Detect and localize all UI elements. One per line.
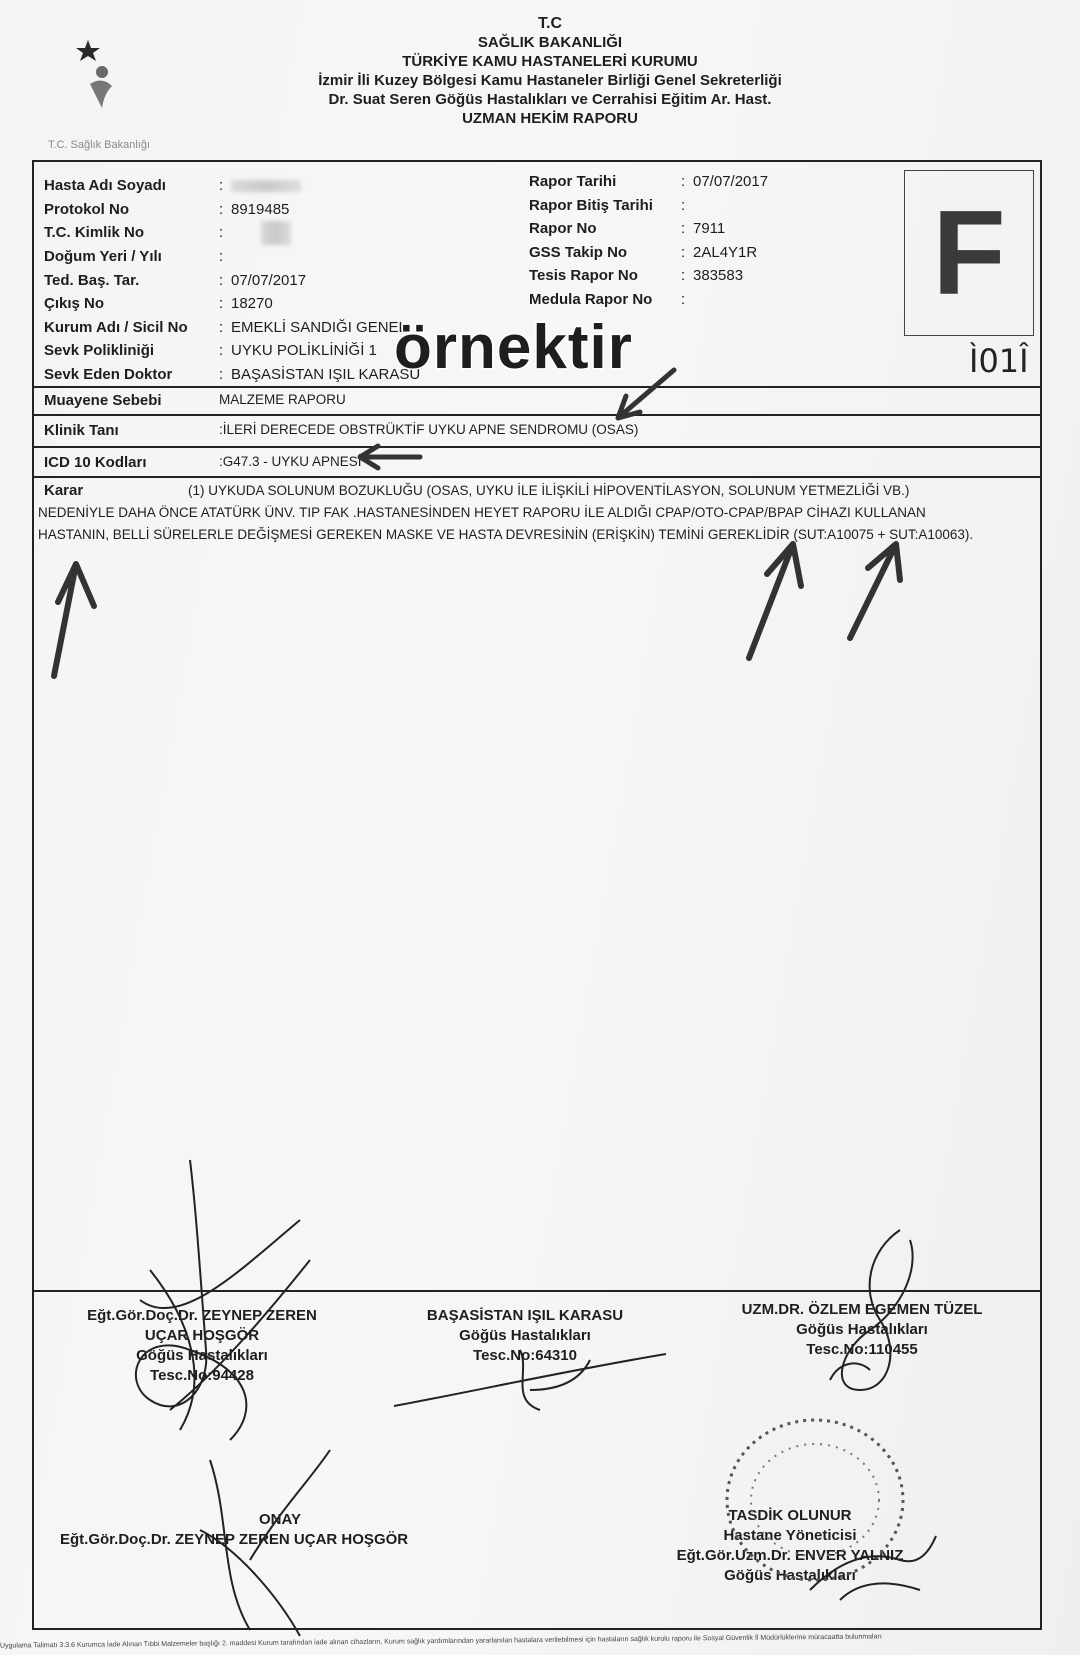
header-line-2: SAĞLIK BAKANLIĞI bbox=[477, 34, 623, 51]
protocol-row: Protokol No : 8919485 bbox=[44, 200, 290, 218]
confirmation-block: TASDİK OLUNUR Hastane Yöneticisi Eğt.Gör.Uzm.Dr. ENVER YALNIZ Göğüs Hastalıkları bbox=[676, 1507, 904, 1584]
arrow-icon bbox=[42, 552, 102, 682]
header-line-5: Dr. Suat Seren Göğüs Hastalıkları ve Cerrahisi Eğitim Ar. Hast. bbox=[328, 91, 772, 108]
exit-row: Çıkış No : 18270 bbox=[44, 295, 273, 312]
divider bbox=[34, 1290, 1040, 1292]
sample-watermark: örnektir bbox=[394, 313, 633, 382]
approval-label: ONAY bbox=[259, 1511, 301, 1528]
grade-code: Ì01Î bbox=[969, 342, 1029, 380]
arrow-icon bbox=[604, 366, 684, 426]
ministry-logo bbox=[44, 36, 154, 156]
arrow-icon bbox=[354, 442, 424, 472]
report-info bbox=[529, 170, 768, 311]
divider bbox=[34, 476, 1040, 478]
referring-doctor-row: Sevk Eden Doktor : BAŞASİSTAN IŞIL KARASU bbox=[44, 365, 421, 383]
redacted-name bbox=[231, 180, 301, 192]
approval-name: Eğt.Gör.Doç.Dr. ZEYNEP ZEREN UÇAR HOŞGÖR bbox=[60, 1531, 409, 1548]
document-header bbox=[230, 14, 870, 128]
arrow-icon bbox=[842, 534, 912, 644]
treatment-start-row: Ted. Baş. Tar. : 07/07/2017 bbox=[44, 271, 307, 289]
report-date-row: Rapor Tarihi : 07/07/2017 bbox=[529, 173, 769, 190]
header-line-3: TÜRKİYE KAMU HASTANELERİ KURUMU bbox=[402, 53, 698, 70]
patient-info bbox=[44, 174, 420, 386]
medula-row: Medula Rapor No : bbox=[529, 290, 686, 308]
gss-row: GSS Takip No : 2AL4Y1R bbox=[529, 243, 758, 261]
arrow-icon bbox=[739, 534, 809, 664]
footer-note: Uygulama Talimatı 3.3.6 Kurumca İade Alınan Tıbbi Malzemeler başlığı 2. maddesi Kurum tarafından iade alınan cihazların, Kurum sağlık yardımlarından yararlanılan hastalara verilebilmesi için hastaların sağlık kurulu raporu ile Sosyal Güvenlik İl Müdürlüklerine müracaatta bulunmaları bbox=[0, 1633, 882, 1650]
report-end-date-row: Rapor Bitiş Tarihi : bbox=[529, 196, 686, 214]
document-title: UZMAN HEKİM RAPORU bbox=[462, 110, 638, 127]
icd-row: ICD 10 Kodları :G47.3 - UYKU APNESİ bbox=[44, 454, 362, 471]
decision-text: (1) UYKUDA SOLUNUM BOZUKLUĞU (OSAS, UYKU İLE İLİŞKİLİ HİPOVENTİLASYON, SOLUNUM YETMEZLİĞİ VB.) NEDENİYLE DAHA ÖNCE ATATÜRK ÜNV. TIP FAK .HASTANESİNDEN HEYET RAPORU İLE ALDIĞI CPAP/OTO-CPAP/BPAP CİHAZI KULLANAN HASTANIN, BELLİ SÜRELERLE DEĞİŞMESİ GEREKEN MASKE VE HASTA DEVRESİNİN (ERİŞKİN) TEMİNİ GEREKLİDİR (SUT:A10075 + SUT:A10063). bbox=[38, 483, 974, 542]
diagnosis-row: Klinik Tanı :İLERİ DERECEDE OBSTRÜKTİF UYKU APNE SENDROMU (OSAS) bbox=[44, 422, 639, 439]
divider bbox=[34, 446, 1040, 448]
grade-letter: F bbox=[932, 186, 1006, 320]
redacted-tc-id bbox=[261, 221, 291, 245]
institution-row: Kurum Adı / Sicil No : EMEKLİ SANDIĞI GENEL bbox=[44, 318, 407, 336]
crescent-star-icon bbox=[50, 36, 150, 136]
signature-block-2: BAŞASİSTAN IŞIL KARASU Göğüs Hastalıkları Tesc.No:64310 bbox=[426, 1307, 624, 1364]
grade-box bbox=[904, 170, 1034, 336]
divider bbox=[34, 414, 1040, 416]
signature-block-1: Eğt.Gör.Doç.Dr. ZEYNEP ZEREN UÇAR HOŞGÖR Göğüs Hastalıkları Tesc.No:94428 bbox=[87, 1307, 317, 1384]
report-frame bbox=[32, 160, 1042, 1630]
patient-name-row: Hasta Adı Soyadı : bbox=[44, 174, 420, 198]
header-line-4: İzmir İli Kuzey Bölgesi Kamu Hastaneler Birliği Genel Sekreterliği bbox=[318, 72, 782, 89]
signature-block-3: UZM.DR. ÖZLEM EGEMEN TÜZEL Göğüs Hastalıkları Tesc.No:110455 bbox=[741, 1301, 983, 1358]
header-line-1: T.C bbox=[538, 15, 562, 32]
logo-caption: T.C. Sağlık Bakanlığı bbox=[47, 139, 151, 151]
facility-report-row: Tesis Rapor No : 383583 bbox=[529, 267, 744, 284]
report-no-row: Rapor No : 7911 bbox=[529, 220, 726, 237]
decision-label: Karar bbox=[44, 482, 84, 499]
exam-reason-row: Muayene Sebebi MALZEME RAPORU bbox=[44, 392, 346, 409]
birth-row: Doğum Yeri / Yılı : bbox=[44, 248, 224, 265]
divider bbox=[34, 386, 1040, 388]
clinic-row: Sevk Polikliniği : UYKU POLİKLİNİĞİ 1 bbox=[44, 342, 377, 359]
tc-id-row: T.C. Kimlik No : bbox=[44, 221, 420, 245]
